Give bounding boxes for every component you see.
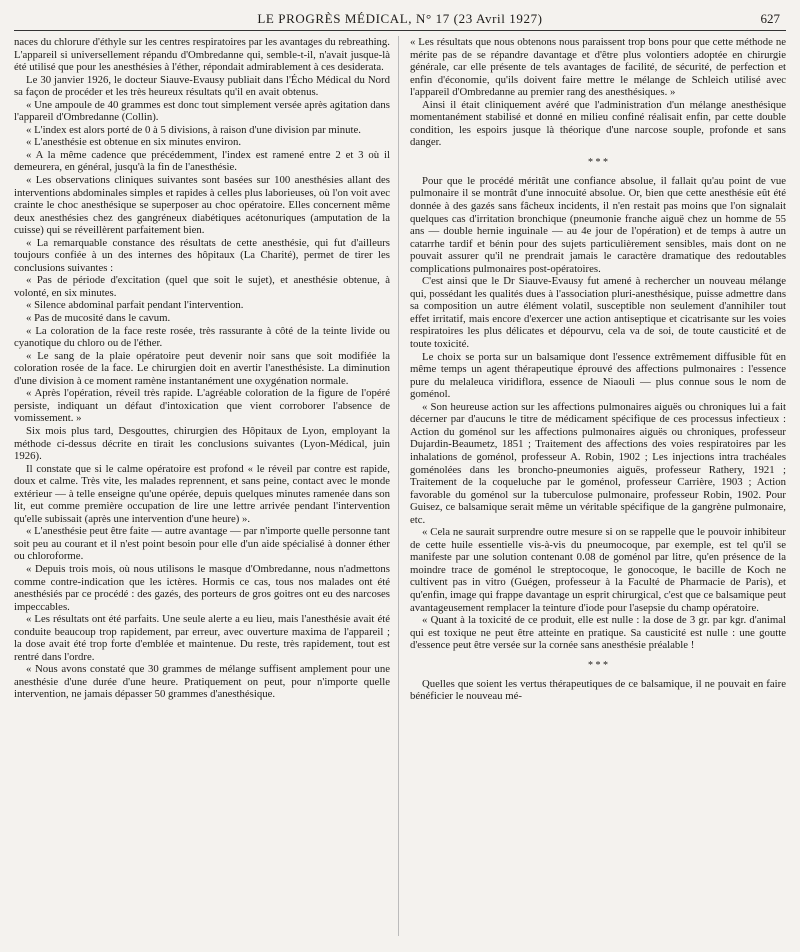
paragraph: « Son heureuse action sur les affections pulmonaires aiguës ou chroniques lui a fait décerner par d'aucuns le titre de médicament spécifique de ces processus infectieux : Action du goménol sur les affections pulmonaires aiguës ou chroniques, professeur Dujardin-Beaumetz, 1851 ; Traitement des affections des voies respiratoires par les inhalations de goménol, professeur A. Robin, 1902 ; Les injections intra trachéales goménolées dans les broncho-pneumonies aiguës, professeur Rathery, 1921 ; Traitement de la coqueluche par le goménol, professeur Carrière, 1903 ; Action favorable du goménol sur la tuberculose pulmonaire, professeur Robin, 1902. Pour Guisez, ce balsamique serait même un véritable spécifique de la gangrène pulmonaire, etc. xyxy=(410,400,786,526)
paragraph: « Silence abdominal parfait pendant l'intervention. xyxy=(26,299,244,312)
paragraph: C'est ainsi que le Dr Siauve-Evausy fut amené à rechercher un nouveau mélange qui, possédant les qualités dues à l'association pluri-anesthésique, puisse admettre dans sa composition un autre élément volatil, susceptible non seulement d'annihiler tout effet irritatif, mais encore d'exercer une action antiseptique et cicatrisante sur les voies respiratoires les plus délicates et dépourvu, cela va de soi, de toute causticité et de toute toxicité. xyxy=(410,275,786,351)
paragraph: « Une ampoule de 40 grammes est donc tout simplement versée après agitation dans l'appareil d'Ombredanne (Collin). xyxy=(14,98,390,124)
paragraph: « Pas de mucosité dans le cavum. xyxy=(26,312,171,325)
paragraph: « L'anesthésie peut être faite — autre avantage — par n'importe quelle personne tant soit peu au courant et il n'est point besoin pour elle d'un aide spécialisé à donner éther ou chloroforme. xyxy=(14,525,390,563)
paragraph: « Quant à la toxicité de ce produit, elle est nulle : la dose de 3 gr. par kgr. d'animal qui est toxique ne peut être atteinte en pratique. Sa causticité est nulle : une goutte d'essence peut être versée sur la cornée sans anesthésie préalable ! xyxy=(410,614,786,652)
section-separator: * * * xyxy=(588,156,608,168)
paragraph: « Nous avons constaté que 30 grammes de mélange suffisent amplement pour une anesthésie d'une durée d'une heure. Pratiquement on peut, pour n'importe quelle intervention, ne jamais dépasser 50 grammes d'anesthésique. xyxy=(14,663,390,701)
paragraph: « Le sang de la plaie opératoire peut devenir noir sans que soit modifiée la coloration rosée de la face. Le chirurgien doit en avertir l'anesthésiste. La diminution d'une division à ce moment ramène instantanément une oxygénation normale. xyxy=(14,349,390,387)
paragraph: « Les résultats ont été parfaits. Une seule alerte a eu lieu, mais l'anesthésie avait été conduite beaucoup trop rapidement, par erreur, avec ouverture maxima de l'appareil ; la dose avait été trop forte d'emblée et maintenue. Du reste, très rapidement, tout est rentré dans l'ordre. xyxy=(14,613,390,663)
paragraph: Six mois plus tard, Desgouttes, chirurgien des Hôpitaux de Lyon, employant la méthode ci-dessus décrite en tirait les conclusions suivantes (Lyon-Médical, juin 1926). xyxy=(14,424,390,463)
paragraph: Le choix se porta sur un balsamique dont l'essence extrêmement diffusible fût en même temps un agent thérapeutique éprouvé des affections pulmonaires : l'essence pure du melaleuca viridiflora, essence de Niaouli — plus connue sous le nom de goménol. xyxy=(410,350,786,401)
paragraph: Ainsi il était cliniquement avéré que l'administration d'un mélange anesthésique momentanément stabilisé et donné en milieu confiné réalisait enfin, par cette double condition, les espoirs jusque là théorique d'une narcose souple, profonde et sans danger. xyxy=(410,98,786,149)
paragraph: « Les résultats que nous obtenons nous paraissent trop bons pour que cette méthode ne mérite pas de se répandre davantage et d'être plus volontiers adoptée en chirurgie générale, car elle présente de tels avantages de facilité, de sécurité, de perfection et enfin d'économie, qu'ils doivent faire mettre le mélange de Schleich utilisé avec l'appareil d'Ombredanne au premier rang des anesthésiques. » xyxy=(410,36,786,99)
page-header xyxy=(20,6,780,32)
paragraph: « Cela ne saurait surprendre outre mesure si on se rappelle que le pouvoir inhibiteur de cette huile essentielle vis-à-vis du pneumocoque, par exemple, est tel qu'il se manifeste par une solution contenant 0.08 de goménol par litre, qu'en présence de la moindre trace de goménol le streptocoque, le gonocoque, le bacille de Koch ne cultivent pas in vitro (Guégen, professeur à la Faculté de Pharmacie de Paris), et qu'enfin, image qui frappe davantage un esprit chirurgical, c'est que ce balsamique peut avantageusement remplacer la teinture d'iode pour l'asepsie du champ opératoire. xyxy=(410,526,786,614)
paragraph: « La coloration de la face reste rosée, très rassurante à côté de la teinte livide ou cyanotique du chloro ou de l'éther. xyxy=(14,324,390,350)
paragraph: « Après l'opération, réveil très rapide. L'agréable coloration de la figure de l'opéré persiste, indiquant un défaut d'intoxication que vient corroborer l'absence de vomissement. » xyxy=(14,387,390,425)
paragraph: Quelles que soient les vertus thérapeutiques de ce balsamique, il ne pouvait en faire bénéficier le nouveau mé- xyxy=(410,677,786,703)
paragraph: Le 30 janvier 1926, le docteur Siauve-Evausy publiait dans l'Écho Médical du Nord sa façon de procéder et les très heureux résultats qu'il en avait obtenus. xyxy=(14,73,390,99)
paragraph: « Depuis trois mois, où nous utilisons le masque d'Ombredanne, nous n'admettons comme contre-indication que les ictères. Hormis ce cas, tous nos malades ont été anesthésiés par ce procédé : des gazés, des porteurs de gros goitres ont eu des narcoses impeccables. xyxy=(14,562,390,613)
left-column xyxy=(14,36,390,701)
page-number: 627 xyxy=(760,11,780,26)
right-column xyxy=(410,36,786,703)
paragraph: « L'index est alors porté de 0 à 5 divisions, à raison d'une division par minute. xyxy=(26,123,361,136)
paragraph: « La remarquable constance des résultats de cette anesthésie, qui fut d'ailleurs toujours confiée à un des internes des hôpitaux (La Charité), permet de tirer les conclusions suivantes : xyxy=(14,236,390,274)
paragraph: « Pas de période d'excitation (quel que soit le sujet), et anesthésie obtenue, à volonté, en six minutes. xyxy=(14,274,390,299)
paragraph: naces du chlorure d'éthyle sur les centres respiratoires par les avantages du rebreathing. L'appareil si universellement répandu d'Ombredanne qui, semble-t-il, n'avait jusque-là été utilisé que pour les anesthésies à l'éther, répondait admirablement à ces desiderata. xyxy=(14,36,390,74)
paragraph: Il constate que si le calme opératoire est profond « le réveil par contre est rapide, doux et calme. Très vite, les malades reprennent, et sans peine, contact avec le monde extérieur — à telle enseigne qu'une opérée, depuis quelques minutes ramenée dans son lit, eut comme première occupation de lire une lettre arrivée pendant l'intervention qu'elle subissait (après une intervention d'une heure) ». xyxy=(14,462,390,525)
column-divider xyxy=(398,36,399,936)
section-separator: * * * xyxy=(588,659,608,671)
running-title: LE PROGRÈS MÉDICAL, N° 17 (23 Avril 1927) xyxy=(257,11,543,26)
header-rule xyxy=(14,30,786,31)
paragraph: « L'anesthésie est obtenue en six minutes environ. xyxy=(26,136,242,149)
paragraph: Pour que le procédé méritât une confiance absolue, il fallait qu'au point de vue pulmonaire il se montrât d'une innocuité absolue. Or, bien que cette anesthésie eût été donnée à des gazés sans fâcheux incidents, il n'en restait pas moins que l'on signalait quelques cas d'irritation bronchique (pneumonie franche aiguë chez un homme de 55 ans — double hernie inguinale — au 4e jour de l'opération) et de temps à autre un catarrhe tardif et bénin pour des sujets particulièrement sensibles, mais dont on ne pouvait assurer qu'il ne prendrait jamais le caractère dramatique des redoutables complications pulmonaires post-opératoires. xyxy=(410,174,786,275)
paragraph: « Les observations cliniques suivantes sont basées sur 100 anesthésies allant des interventions abdominales simples et rapides à celles plus laborieuses, où l'on voit avec crainte le choc anesthésique se superposer au choc opératoire. Elles concernent même deux anesthésies chez des gangréneux diabétiques acétonuriques (amputation de la cuisse) qui se réveillèrent parfaitement bien. xyxy=(14,174,390,237)
paragraph: « A la même cadence que précédemment, l'index est ramené entre 2 et 3 où il demeurera, en général, jusqu'à la fin de l'anesthésie. xyxy=(14,148,390,174)
